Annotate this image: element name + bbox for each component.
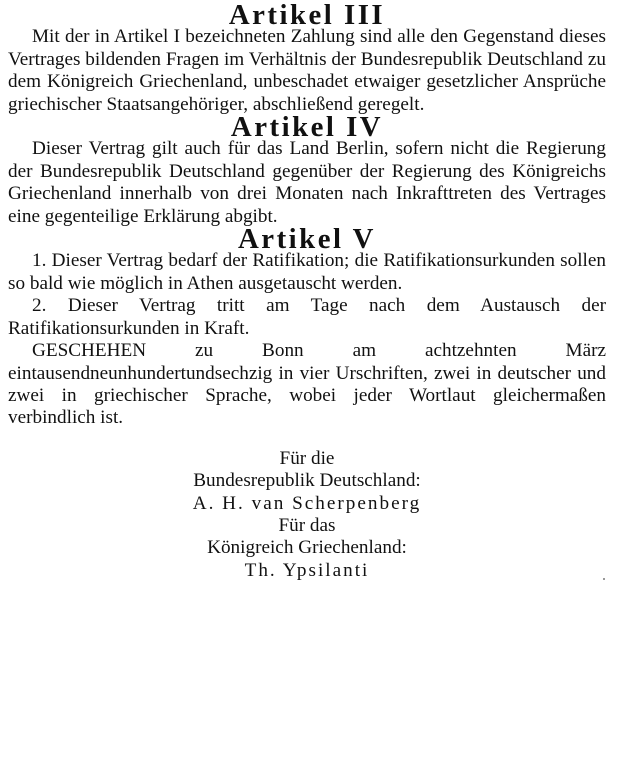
signature-party: Königreich Griechenland:: [207, 537, 407, 559]
signatory-name: A. H. van Scherpenberg: [192, 492, 422, 514]
article-5-paragraph-2: 2. Dieser Vertrag tritt am Tage nach dem Austausch der Ratifikationsurkunden in Kraft.: [8, 295, 606, 339]
article-3-paragraph: Mit der in Artikel I bezeichneten Zahlung sind alle den Gegenstand dieses Vertrages bildenden Fragen im Verhältnis der Bundesrepublik Deutschland zu dem Königreich Griechenland, unbeschadet etwaiger gesetzlicher Ansprüche griechischer Staatsangehöriger, abschließend geregelt.: [8, 26, 606, 115]
signature-block-germany: [8, 448, 606, 515]
conclusion-paragraph: GESCHEHEN zu Bonn am achtzehnten März eintausendneunhundertundsechzig in vier Urschriften, zwei in deutscher und zwei in griechischer Sprache, wobei jeder Wortlaut gleichermaßen verbindlich ist.: [8, 340, 606, 429]
article-4-paragraph: Dieser Vertrag gilt auch für das Land Berlin, sofern nicht die Regierung der Bundesrepublik Deutschland gegenüber der Regierung des Königreichs Griechenland innerhalb von drei Monaten nach Inkrafttreten des Vertrages eine gegenteilige Erklärung abgibt.: [8, 138, 606, 227]
article-5-paragraph-1: 1. Dieser Vertrag bedarf der Ratifikation; die Ratifikationsurkunden sollen so bald wie möglich in Athen ausgetauscht werden.: [8, 250, 606, 294]
signatory-name: Th. Ypsilanti: [244, 559, 370, 581]
article-5-heading: Artikel V: [238, 223, 376, 256]
treaty-page: [8, 0, 606, 582]
signature-block-greece: [8, 515, 606, 582]
signature-for-label: Für das: [278, 514, 336, 536]
article-4-heading: Artikel IV: [230, 111, 384, 144]
scan-speck: [603, 578, 605, 580]
signature-party: Bundesrepublik Deutschland:: [193, 470, 421, 492]
article-3-heading: Artikel III: [228, 0, 386, 31]
signature-for-label: Für die: [279, 447, 335, 469]
